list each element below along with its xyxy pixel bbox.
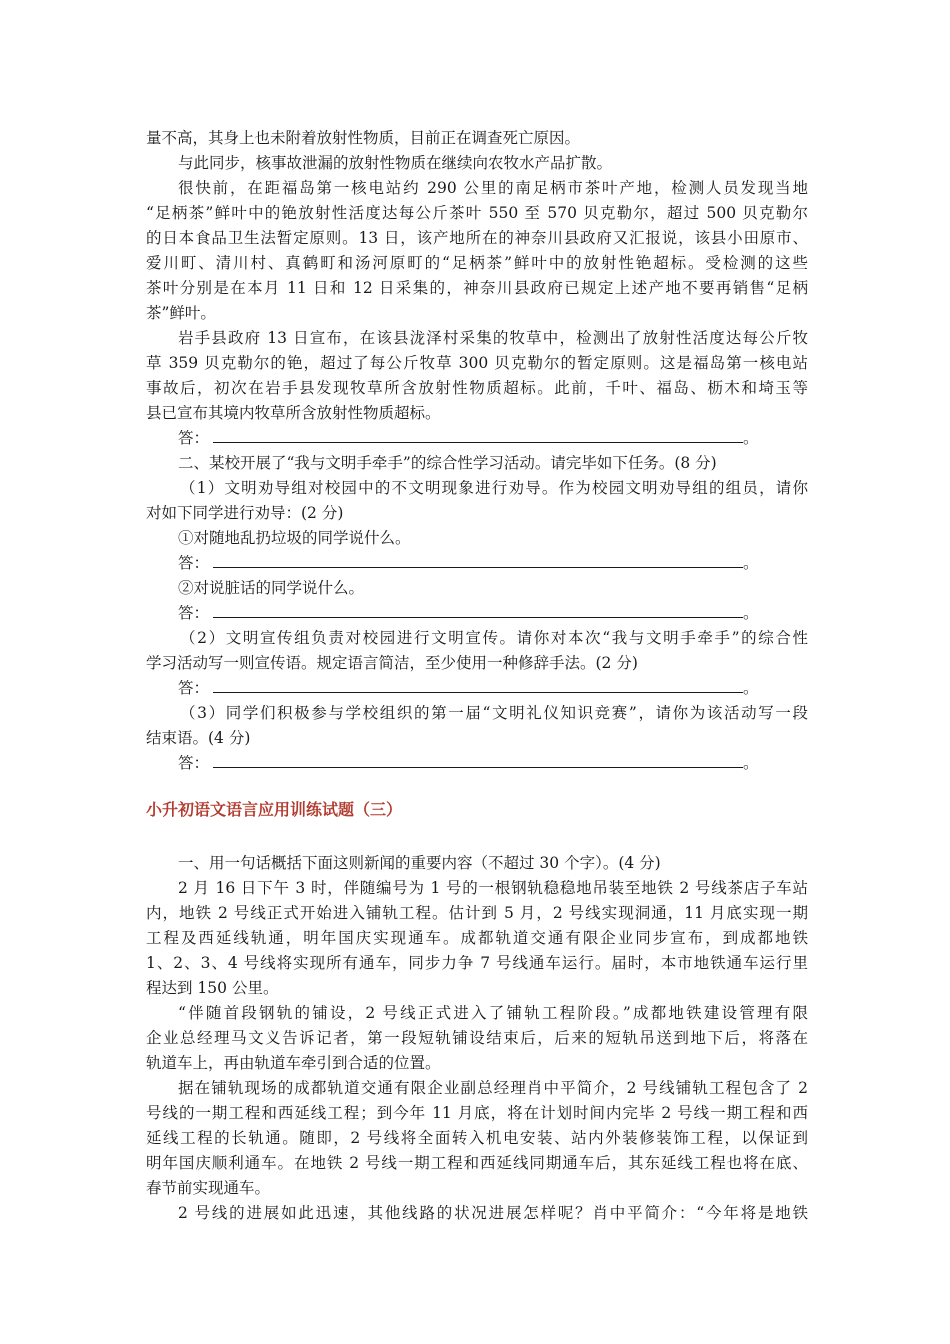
paragraph-line: 对如下同学进行劝导：(2 分) xyxy=(146,504,344,522)
paragraph-line: （2）文明宣传组负责对校园进行文明宣传。请你对本次“我与文明手牵手”的综合性 xyxy=(180,629,808,647)
paragraph-line: 草 359 贝克勒尔的铯，超过了每公斤牧草 300 贝克勒尔的暂定原则。这是福岛第一核电站 xyxy=(146,354,808,372)
answer-label: 答： xyxy=(178,554,210,572)
paragraph-line: 很快前，在距福岛第一核电站约 290 公里的南足柄市茶叶产地，检测人员发现当地 xyxy=(178,179,808,197)
paragraph-line: 明年国庆顺利通车。在地铁 2 号线一期工程和西延线同期通车后，其东延线工程也将在底、 xyxy=(146,1154,808,1172)
paragraph-line: 延线工程的长轨通。随即，2 号线将全面转入机电安装、站内外装修装饰工程，以保证到 xyxy=(146,1129,808,1147)
paragraph-line: 与此同步，核事故泄漏的放射性物质在继续向农牧水产品扩散。 xyxy=(178,154,613,172)
paragraph-line: 轨道车上，再由轨道车牵引到合适的位置。 xyxy=(146,1054,441,1072)
paragraph-line: 茶”鲜叶。 xyxy=(146,304,216,322)
paragraph-line: 2 月 16 日下午 3 时，伴随编号为 1 号的一根钢轨稳稳地吊装至地铁 2 号线茶店子车站 xyxy=(178,879,808,897)
paragraph-line: （1）文明劝导组对校园中的不文明现象进行劝导。作为校园文明劝导组的组员，请你 xyxy=(180,479,808,497)
answer-end: 。 xyxy=(743,554,759,572)
paragraph-line: 工程及西延线轨通，明年国庆实现通车。成都轨道交通有限企业同步宣布，到成都地铁 xyxy=(146,929,808,947)
sub-question: ①对随地乱扔垃圾的同学说什么。 xyxy=(178,529,411,547)
paragraph-line: 爱川町、清川村、真鹤町和汤河原町的“足柄茶”鲜叶中的放射性铯超标。受检测的这些 xyxy=(146,254,808,272)
paragraph-line: 的日本食品卫生法暂定原则。13 日，该产地所在的神奈川县政府又汇报说，该县小田原市、 xyxy=(146,229,808,247)
paragraph-line: 内，地铁 2 号线正式开始进入铺轨工程。估计到 5 月，2 号线实现洞通，11 月底实现一期 xyxy=(146,904,808,922)
answer-blank[interactable] xyxy=(213,553,743,568)
answer-end: 。 xyxy=(743,604,759,622)
paragraph-line: 量不高，其身上也未附着放射性物质，目前正在调查死亡原因。 xyxy=(146,129,581,147)
answer-label: 答： xyxy=(178,754,210,772)
question-title: 一、用一句话概括下面这则新闻的重要内容（不超过 30 个字）。(4 分) xyxy=(178,854,661,872)
sub-question: ②对说脏话的同学说什么。 xyxy=(178,579,365,597)
answer-blank[interactable] xyxy=(213,603,743,618)
answer-label: 答： xyxy=(178,429,210,447)
answer-blank[interactable] xyxy=(213,753,743,768)
answer-line[interactable] xyxy=(178,676,759,700)
paragraph-line: 岩手县政府 13 日宣布，在该县泷泽村采集的牧草中，检测出了放射性活度达每公斤牧 xyxy=(178,329,808,347)
answer-label: 答： xyxy=(178,679,210,697)
question-title: 二、某校开展了“我与文明手牵手”的综合性学习活动。请完毕如下任务。(8 分) xyxy=(178,454,717,472)
paragraph-line: 2 号线的进展如此迅速，其他线路的状况进展怎样呢？肖中平简介：“今年将是地铁 xyxy=(178,1204,808,1222)
answer-end: 。 xyxy=(743,429,759,447)
answer-label: 答： xyxy=(178,604,210,622)
paragraph-line: （3）同学们积极参与学校组织的第一届“文明礼仪知识竞赛”，请你为该活动写一段 xyxy=(180,704,808,722)
paragraph-line: 春节前实现通车。 xyxy=(146,1179,271,1197)
paragraph-line: “足柄茶”鲜叶中的铯放射性活度达每公斤茶叶 550 至 570 贝克勒尔，超过 500 贝克勒尔 xyxy=(146,204,808,222)
paragraph-line: 学习活动写一则宣传语。规定语言简洁，至少使用一种修辞手法。(2 分) xyxy=(146,654,638,672)
paragraph-line: 据在铺轨现场的成都轨道交通有限企业副总经理肖中平简介，2 号线铺轨工程包含了 2 xyxy=(178,1079,808,1097)
section-heading: 小升初语文语言应用训练试题（三） xyxy=(146,800,403,819)
answer-end: 。 xyxy=(743,754,759,772)
paragraph-line: 1、2、3、4 号线将实现所有通车，同步力争 7 号线通车运行。届时，本市地铁通车运行里 xyxy=(146,954,808,972)
paragraph-line: 结束语。(4 分) xyxy=(146,729,251,747)
paragraph-line: 茶叶分别是在本月 11 日和 12 日采集的，神奈川县政府已规定上述产地不要再销售“足柄 xyxy=(146,279,808,297)
answer-line[interactable] xyxy=(178,601,759,625)
paragraph-line: “伴随首段钢轨的铺设，2 号线正式进入了铺轨工程阶段。”成都地铁建设管理有限 xyxy=(178,1004,808,1022)
paragraph-line: 号线的一期工程和西延线工程；到今年 11 月底，将在计划时间内完毕 2 号线一期工程和西 xyxy=(146,1104,808,1122)
answer-blank[interactable] xyxy=(213,678,743,693)
paragraph-line: 程达到 150 公里。 xyxy=(146,979,279,997)
answer-line[interactable] xyxy=(178,551,759,575)
answer-line[interactable] xyxy=(178,426,759,450)
paragraph-line: 事故后，初次在岩手县发现牧草所含放射性物质超标。此前，千叶、福岛、枥木和埼玉等 xyxy=(146,379,808,397)
paragraph-line: 企业总经理马文义告诉记者，第一段短轨铺设结束后，后来的短轨吊送到地下后，将落在 xyxy=(146,1029,808,1047)
answer-end: 。 xyxy=(743,679,759,697)
answer-blank[interactable] xyxy=(213,428,743,443)
answer-line[interactable] xyxy=(178,751,759,775)
paragraph-line: 县已宣布其境内牧草所含放射性物质超标。 xyxy=(146,404,441,422)
